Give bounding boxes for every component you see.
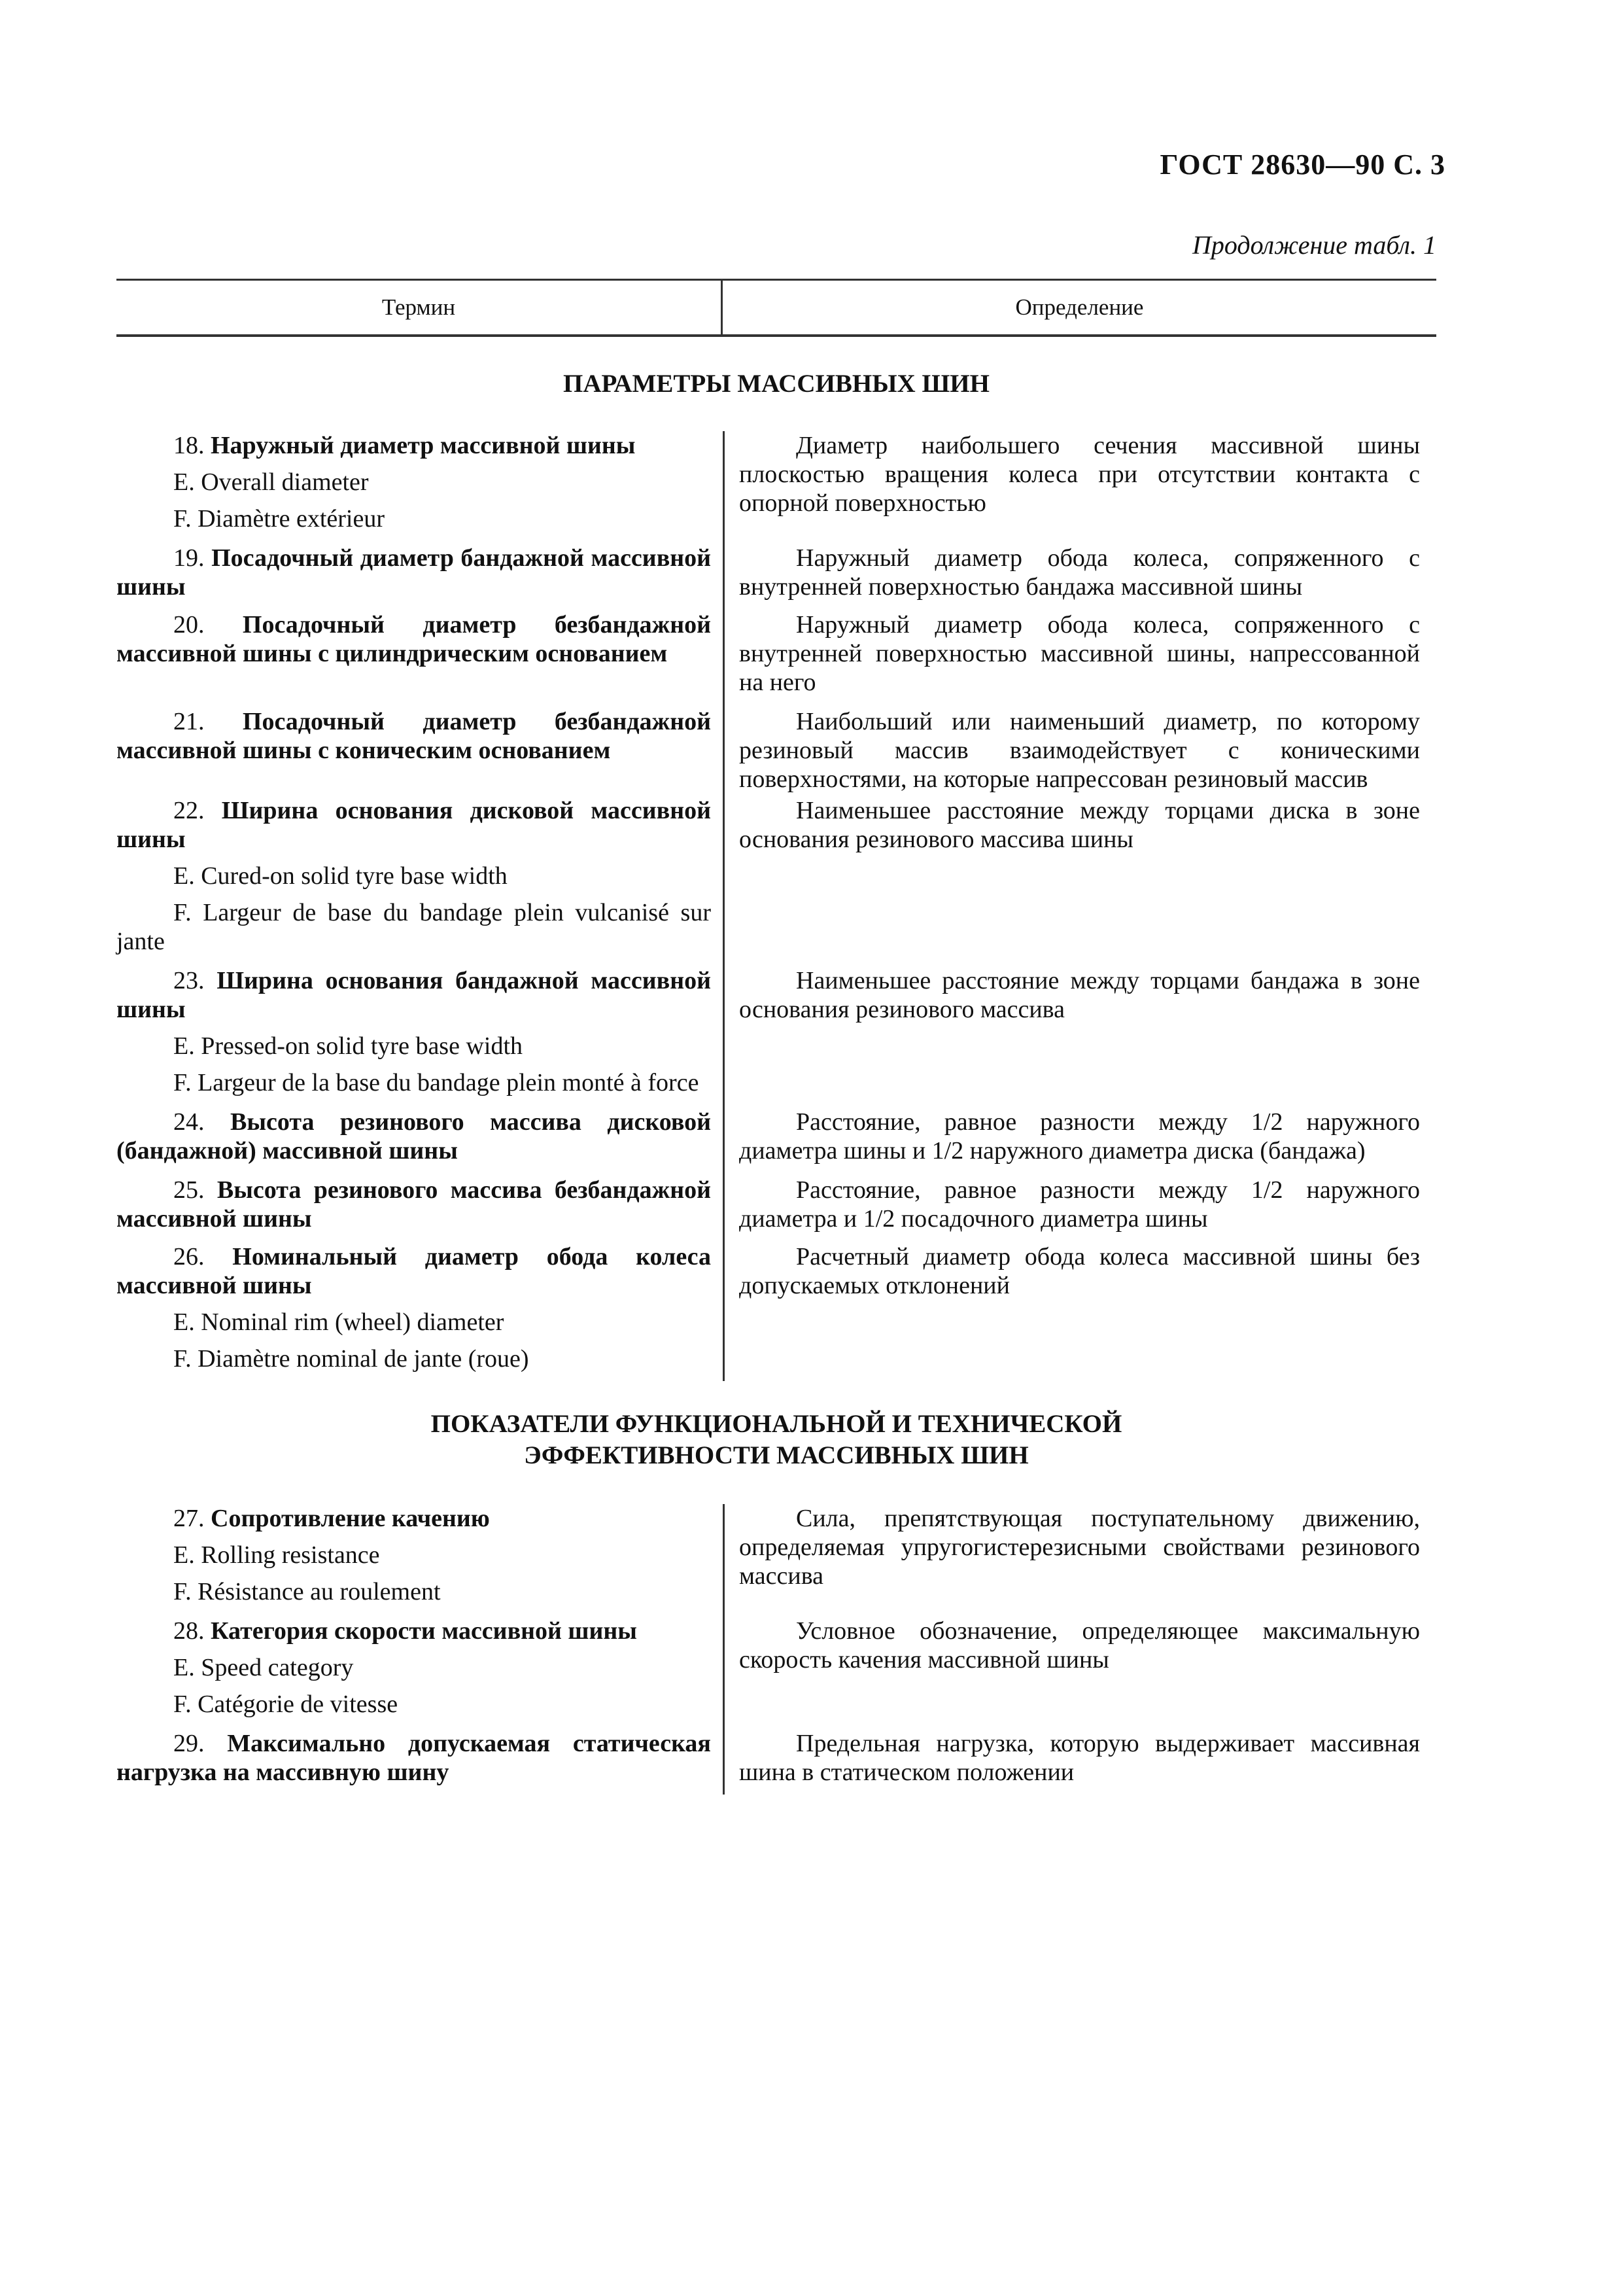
definition-cell	[723, 1729, 1436, 1795]
term-heading	[116, 1504, 711, 1533]
term-name: Наружный диаметр массивной шины	[211, 432, 636, 459]
term-heading	[116, 1242, 711, 1300]
definition-cell	[723, 707, 1436, 794]
definition-text: Расстояние, равное разности между 1/2 наружного диаметра и 1/2 посадочного диаметра шины	[739, 1176, 1420, 1233]
definition-cell	[723, 1108, 1436, 1173]
term-heading	[116, 1176, 711, 1233]
definition-text: Наружный диаметр обода колеса, сопряженного с внутренней поверхностью массивной шины, напрессованной на него	[739, 611, 1420, 696]
term-name: Посадочный диаметр безбандажной массивной шины с коническим основанием	[116, 708, 711, 764]
term-cell	[116, 431, 723, 541]
definition-text: Сила, препятствующая поступательному движению, определяемая упругогистерезисными свойствами резинового массива	[739, 1505, 1420, 1590]
term-cell	[116, 796, 723, 964]
term-french: F. Catégorie de vitesse	[173, 1691, 398, 1718]
terms-table	[116, 279, 1436, 1795]
term-heading	[116, 431, 711, 460]
term-french: F. Résistance au roulement	[173, 1578, 441, 1605]
term-heading	[116, 1617, 711, 1645]
definition-text: Наибольший или наименьший диаметр, по которому резиновый массив взаимодействует с коническими поверхностями, на которые напрессован резиновый массив	[739, 708, 1420, 793]
table-row	[116, 796, 1436, 964]
term-heading	[116, 707, 711, 765]
definition-text: Расстояние, равное разности между 1/2 наружного диаметра шины и 1/2 наружного диаметра диска (бандажа)	[739, 1108, 1420, 1165]
term-name: Максимально допускаемая статическая нагрузка на массивную шину	[116, 1730, 711, 1786]
table-row	[116, 1108, 1436, 1173]
term-number: 20.	[173, 611, 205, 639]
table-body	[116, 368, 1436, 1795]
term-number: 29.	[173, 1730, 205, 1757]
section-title	[116, 1409, 1436, 1471]
table-row	[116, 707, 1436, 794]
definition-text: Расчетный диаметр обода колеса массивной шины без допускаемых отклонений	[739, 1243, 1420, 1299]
table-row	[116, 966, 1436, 1105]
table-row	[116, 1504, 1436, 1614]
term-heading	[116, 1108, 711, 1165]
term-number: 18.	[173, 432, 205, 459]
term-heading	[116, 796, 711, 854]
term-heading	[116, 966, 711, 1024]
table-continuation-note: Продолжение табл. 1	[1192, 230, 1436, 260]
term-english: E. Rolling resistance	[173, 1541, 380, 1569]
term-cell	[116, 1242, 723, 1381]
definition-cell	[723, 1176, 1436, 1241]
definition-cell	[723, 431, 1436, 541]
term-number: 22.	[173, 797, 205, 824]
term-name: Категория скорости массивной шины	[211, 1617, 637, 1645]
table-row	[116, 1729, 1436, 1795]
term-heading	[116, 1729, 711, 1787]
section-rows	[116, 1504, 1436, 1795]
term-number: 23.	[173, 967, 205, 994]
term-cell	[116, 1617, 723, 1726]
column-header-definition: Определение	[1015, 294, 1144, 320]
term-cell	[116, 1108, 723, 1173]
term-english: E. Speed category	[173, 1654, 354, 1681]
term-cell	[116, 966, 723, 1105]
definition-cell	[723, 1617, 1436, 1726]
section-title-line: ПОКАЗАТЕЛИ ФУНКЦИОНАЛЬНОЙ И ТЕХНИЧЕСКОЙ	[430, 1410, 1122, 1438]
term-english: E. Cured-on solid tyre base width	[173, 862, 508, 890]
term-cell	[116, 1176, 723, 1241]
term-name: Сопротивление качению	[211, 1505, 490, 1532]
term-english: E. Overall diameter	[173, 468, 369, 496]
term-french: F. Diamètre extérieur	[173, 505, 385, 533]
term-english: E. Pressed-on solid tyre base width	[173, 1032, 523, 1060]
definition-text: Условное обозначение, определяющее максимальную скорость качения массивной шины	[739, 1617, 1420, 1673]
term-name: Посадочный диаметр бандажной массивной шины	[116, 544, 712, 601]
definition-cell	[723, 1504, 1436, 1614]
table-row	[116, 1242, 1436, 1381]
term-heading	[116, 544, 711, 601]
term-french: F. Largeur de base du bandage plein vulcanisé sur jante	[116, 899, 711, 955]
term-number: 26.	[173, 1243, 205, 1270]
table-header-row	[116, 279, 1436, 337]
term-number: 21.	[173, 708, 205, 735]
column-header-term: Термин	[116, 281, 723, 334]
term-name: Высота резинового массива безбандажной массивной шины	[116, 1176, 711, 1233]
term-number: 28.	[173, 1617, 205, 1645]
term-number: 25.	[173, 1176, 205, 1204]
term-number: 27.	[173, 1505, 205, 1532]
definition-cell	[723, 966, 1436, 1105]
section-title	[116, 368, 1436, 400]
definition-text: Диаметр наибольшего сечения массивной шины плоскостью вращения колеса при отсутствии контакта с опорной поверхностью	[739, 432, 1420, 517]
section-title-line: ПАРАМЕТРЫ МАССИВНЫХ ШИН	[563, 370, 990, 398]
section-title-line: ЭФФЕКТИВНОСТИ МАССИВНЫХ ШИН	[524, 1441, 1029, 1469]
table-row	[116, 544, 1436, 609]
table-row	[116, 610, 1436, 697]
term-cell	[116, 707, 723, 794]
table-row	[116, 1617, 1436, 1726]
page-identifier: ГОСТ 28630—90 С. 3	[1160, 149, 1445, 181]
section-rows	[116, 431, 1436, 1381]
term-name: Высота резинового массива дисковой (бандажной) массивной шины	[116, 1108, 711, 1165]
term-name: Ширина основания дисковой массивной шины	[116, 797, 711, 853]
term-english: E. Nominal rim (wheel) diameter	[173, 1308, 504, 1336]
term-number: 24.	[173, 1108, 205, 1136]
definition-text: Наименьшее расстояние между торцами диска в зоне основания резинового массива шины	[739, 797, 1420, 853]
term-cell	[116, 1729, 723, 1795]
definition-cell	[723, 544, 1436, 609]
term-cell	[116, 544, 723, 609]
term-cell	[116, 1504, 723, 1614]
definition-text: Наименьшее расстояние между торцами бандажа в зоне основания резинового массива	[739, 967, 1420, 1023]
table-row	[116, 1176, 1436, 1241]
term-french: F. Largeur de la base du bandage plein monté à force	[173, 1069, 699, 1096]
definition-text: Наружный диаметр обода колеса, сопряженного с внутренней поверхностью бандажа массивной шины	[739, 544, 1420, 601]
term-name: Посадочный диаметр безбандажной массивной шины с цилиндрическим основанием	[116, 611, 711, 667]
term-name: Номинальный диаметр обода колеса массивной шины	[116, 1243, 712, 1299]
term-number: 19.	[173, 544, 205, 572]
definition-text: Предельная нагрузка, которую выдерживает массивная шина в статическом положении	[739, 1730, 1420, 1786]
definition-cell	[723, 610, 1436, 697]
term-french: F. Diamètre nominal de jante (roue)	[173, 1345, 529, 1373]
definition-cell	[723, 796, 1436, 964]
term-name: Ширина основания бандажной массивной шины	[116, 967, 711, 1023]
table-row	[116, 431, 1436, 541]
definition-cell	[723, 1242, 1436, 1381]
term-heading	[116, 610, 711, 668]
term-cell	[116, 610, 723, 697]
